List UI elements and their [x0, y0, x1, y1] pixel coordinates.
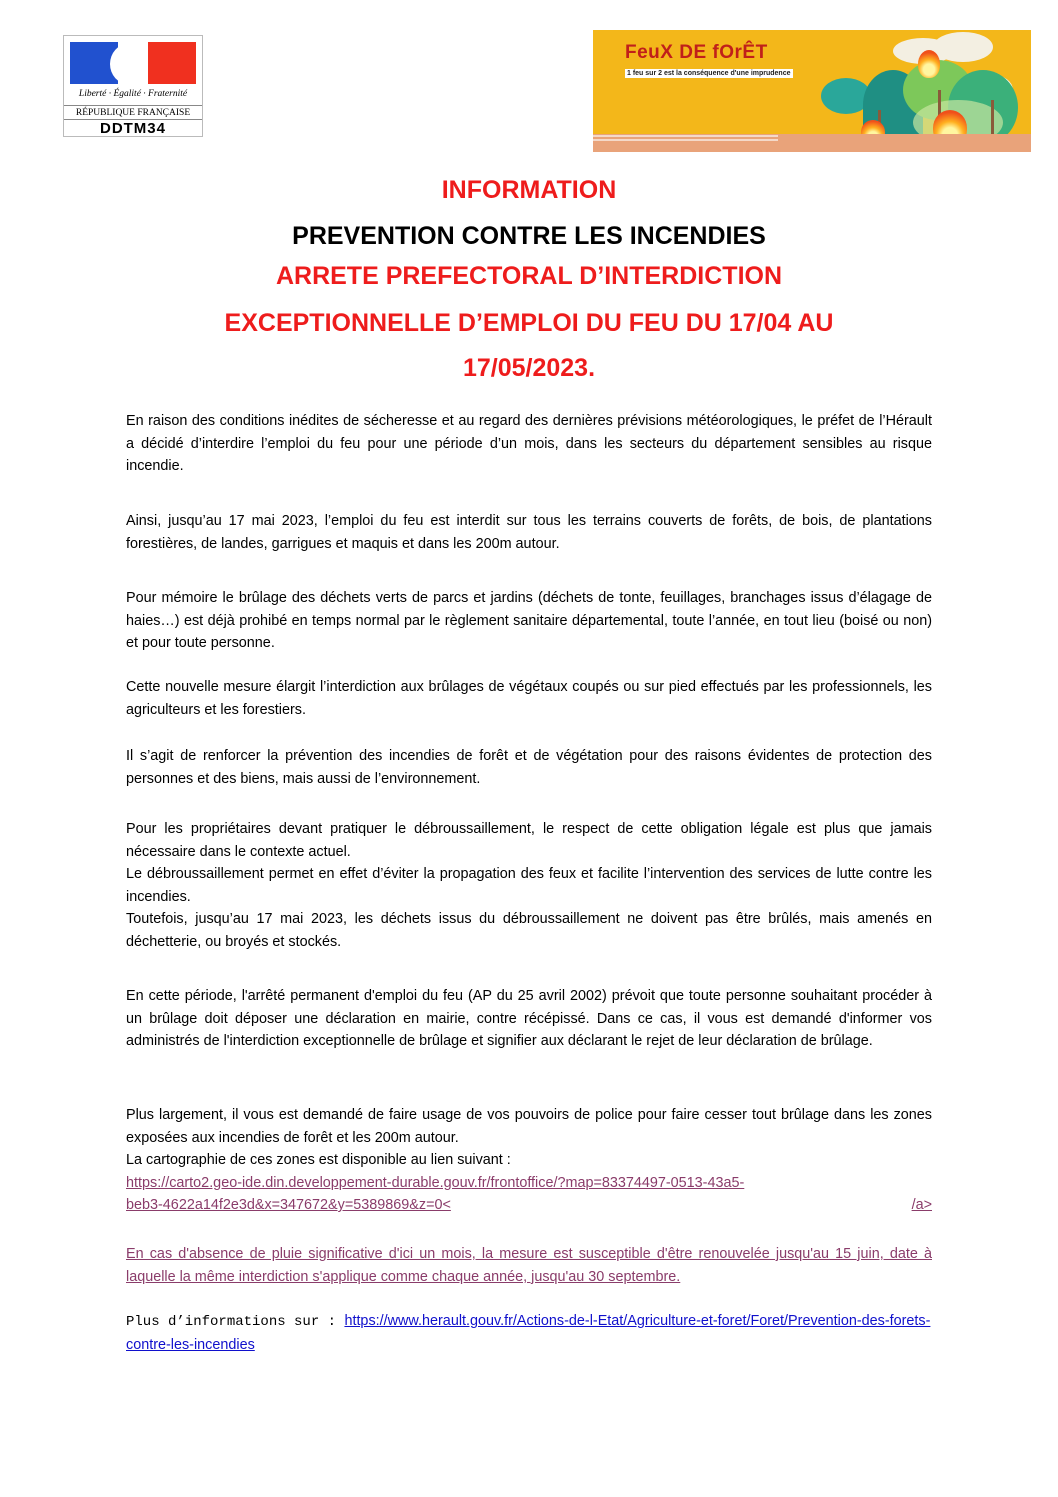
map-link-line2b[interactable]: /a>	[911, 1197, 932, 1213]
paragraph-1: En raison des conditions inédites de sécheresse et au regard des dernières prévisions météorologiques, le préfet de l’Hérault a décidé d’interdire l’emploi du feu pour une période d’un mois, dans les secteurs du département sensibles au risque incendie.	[126, 413, 932, 474]
paragraph-memoire	[126, 587, 932, 655]
paragraph-6c: Toutefois, jusqu’au 17 mai 2023, les déchets issus du débroussaillement ne doivent pas être brûlés, mais amenés en déchetterie, ou broyés et stockés.	[126, 911, 932, 950]
paragraph-3: Pour mémoire le brûlage des déchets verts de parcs et jardins (déchets de tonte, feuillages, branchages issus d’élagage de haies…) est déjà prohibé en temps normal par le règlement sanitaire départemental, toute l’année, en tout lieu (boisé ou non) et pour toute personne.	[126, 590, 932, 651]
paragraph-4: Cette nouvelle mesure élargit l’interdiction aux brûlages de végétaux coupés ou sur pied effectués par les professionnels, les agriculteurs et les forestiers.	[126, 679, 932, 718]
paragraph-7: En cette période, l'arrêté permanent d'emploi du feu (AP du 25 avril 2002) prévoit que toute personne souhaitant procéder à un brûlage doit déposer une déclaration en mairie, contre récépissé. Dans ce cas, il vous est demandé d'informer vos administrés de l'interdiction exceptionnelle de brûlage et signifier aux déclarant le rejet de leur déclaration de brûlage.	[126, 988, 932, 1049]
paragraph-intro	[126, 410, 932, 478]
logo-republic: RÉPUBLIQUE FRANÇAISE	[64, 105, 202, 118]
paragraph-9[interactable]: En cas d'absence de pluie significative d'ici un mois, la mesure est susceptible d'être renouvelée jusqu'au 15 juin, date à laquelle la même interdiction s'applique comme chaque année, jusqu'au 30 septembre.	[126, 1246, 932, 1285]
paragraph-ainsi	[126, 510, 932, 555]
republique-francaise-logo	[63, 35, 203, 137]
map-link-line1[interactable]: https://carto2.geo-ide.din.developpement-durable.gouv.fr/frontoffice/?map=83374497-0513-43a5-	[126, 1174, 745, 1191]
logo-service: DDTM34	[64, 119, 202, 137]
more-info-label: Plus d’informations sur :	[126, 1314, 345, 1330]
banner-title: FeuX DE fOrÊT	[625, 42, 768, 63]
paragraph-8: Plus largement, il vous est demandé de faire usage de vos pouvoirs de police pour faire cesser tout brûlage dans les zones exposées aux incendies de forêt et les 200m autour.	[126, 1107, 932, 1146]
title-information: INFORMATION	[441, 176, 617, 204]
title-prevention: PREVENTION CONTRE LES INCENDIES	[292, 222, 766, 250]
logo-motto: Liberté · Égalité · Fraternité	[78, 89, 188, 99]
map-link-line2[interactable]	[126, 1194, 932, 1217]
map-link[interactable]	[126, 1172, 932, 1217]
paragraph-police	[126, 1104, 932, 1217]
flame-icon	[918, 50, 940, 78]
paragraph-renouvellement	[126, 1243, 932, 1288]
title-date: 17/05/2023.	[462, 354, 596, 382]
paragraph-prevention	[126, 745, 932, 790]
map-link-line2a[interactable]: beb3-4622a14f2e3d&x=347672&y=5389869&z=0<	[126, 1197, 451, 1213]
feux-de-foret-banner	[593, 30, 1031, 152]
marianne-flag-icon	[70, 42, 196, 84]
paragraph-periode	[126, 985, 932, 1053]
paragraph-nouvelle-mesure	[126, 676, 932, 721]
banner-subtitle: 1 feu sur 2 est la conséquence d'une imprudence	[627, 70, 791, 77]
more-info-link[interactable]: https://www.herault.gouv.fr/Actions-de-l-Etat/Agriculture-et-foret/Foret/Prevention-des-forets-contre-les-incendies	[126, 1313, 931, 1353]
paragraph-8b: La cartographie de ces zones est disponible au lien suivant :	[126, 1152, 511, 1168]
paragraph-6b: Le débroussaillement permet en effet d’éviter la propagation des feux et facilite l’intervention des services de lutte contre les incendies.	[126, 866, 932, 905]
paragraph-6a: Pour les propriétaires devant pratiquer le débroussaillement, le respect de cette obligation légale est plus que jamais nécessaire dans le contexte actuel.	[126, 821, 932, 860]
paragraph-more-info	[126, 1310, 932, 1356]
title-arrete: ARRETE PREFECTORAL D’INTERDICTION	[275, 262, 783, 290]
paragraph-5: Il s’agit de renforcer la prévention des incendies de forêt et de végétation pour des raisons évidentes de protection des personnes et des biens, mais aussi de l’environnement.	[126, 748, 932, 787]
paragraph-2: Ainsi, jusqu’au 17 mai 2023, l’emploi du feu est interdit sur tous les terrains couverts de forêts, de bois, de plantations forestières, de landes, garrigues et maquis et dans les 200m autour.	[126, 513, 932, 552]
title-exceptionnelle: EXCEPTIONNELLE D’EMPLOI DU FEU DU 17/04 AU	[224, 309, 834, 337]
paragraph-debroussaillement	[126, 818, 932, 953]
